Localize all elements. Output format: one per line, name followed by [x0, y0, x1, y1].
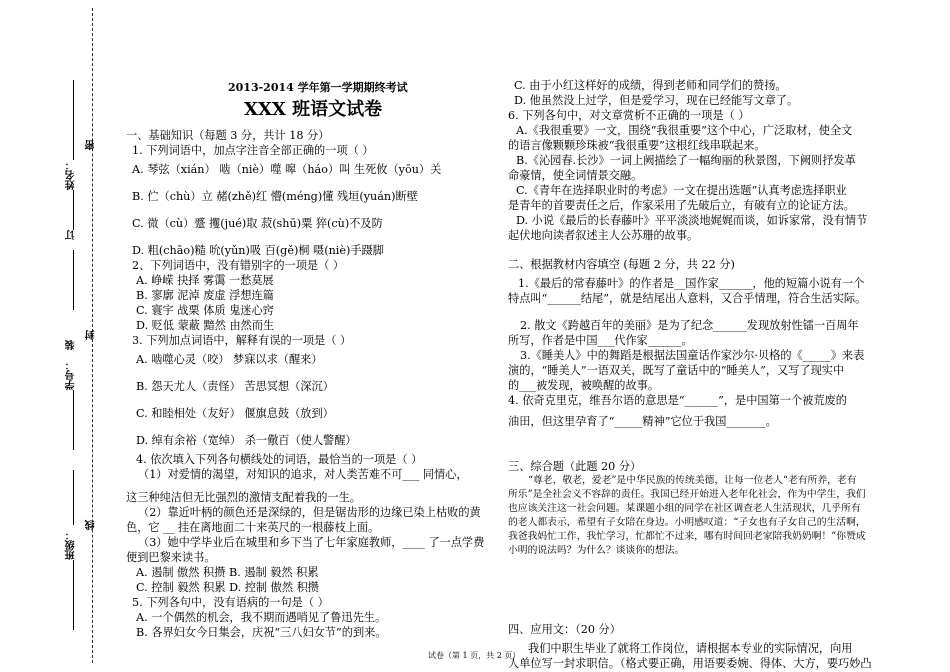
- q6-option-b-1: B.《沁园春.长沙》一词上阙描绘了一幅绚丽的秋景图，下阙则抒发革: [516, 154, 856, 167]
- q4-sentence-3: （3）她中学毕业后在城里和乡下当了七年家庭教师，____ 了一点学费: [138, 536, 485, 549]
- q6-option-d-1: D. 小说《最后的长春藤叶》平平淡淡地娓娓而谈，如诉家常，没有情节: [516, 214, 868, 227]
- q5-option-a: A. 一个偶然的机会，我不期而遇哨见了鲁迅先生。: [136, 611, 387, 624]
- q4-sentence-2-cont: 色，它 __ 挂在离地面二十来英尺的一根藤枝上面。: [126, 521, 380, 534]
- fill-2-line-2: 所写，作者是中国___代作家______。: [508, 334, 693, 347]
- q1-option-d: D. 粗(chāo)糙 吮(yǔn)吸 百(gě)桐 嗫(niè)手蹑脚: [132, 244, 384, 257]
- q6-option-c-1: C.《青年在选择职业时的考虑》一文在提出选题“认真考虑选择职业: [516, 184, 847, 197]
- seal-ding: 订: [66, 230, 77, 240]
- ding-line-upper: [73, 190, 74, 230]
- question-5: 5. 下列各句中，没有语病的一句是（ ）: [132, 596, 329, 609]
- name-line: [73, 80, 74, 160]
- q2-option-c: C. 寰宇 战栗 体质 鬼迷心窍: [136, 304, 274, 317]
- q5-option-d: D. 他虽然没上过学，但是爱学习，现在已经能写文章了。: [514, 94, 799, 107]
- q4-sentence-1-cont: 这三种纯洁但无比强烈的激情支配着我的一生。: [126, 491, 361, 504]
- seal-mi: 密: [86, 140, 97, 150]
- seal-feng: 封: [86, 330, 97, 340]
- q3-option-b: B. 怨天尤人（责怪） 苦思冥想（深沉）: [136, 380, 334, 393]
- page-title: XXX 班语文试卷: [244, 99, 383, 120]
- q1-option-c: C. 微（cù）蹙 攫(jué)取 菽(shū)粟 猝(cù)不及防: [132, 217, 383, 230]
- q4-options-cd: C. 控制 毅然 积累 D. 控制 傲然 积攒: [136, 581, 319, 594]
- section-3-title: 三、综合题（此题 20 分）: [508, 460, 642, 473]
- q3-option-d: D. 绰有余裕（宽绰） 杀一儆百（使人警醒）: [136, 434, 357, 447]
- fill-1-line-2: 特点叫“______结尾”，就是结尾出人意料，又合乎情理，符合生活实际。: [508, 292, 867, 305]
- question-6: 6. 下列各句中，对文章赏析不正确的一项是（ ）: [508, 109, 750, 122]
- q2-option-b: B. 寥廓 泥淖 废虚 浮想连篇: [136, 289, 274, 302]
- section-3-line-2: 所乐”是全社会义不容辞的责任。我国已经开始进入老年化社会，作为中学生，我们: [508, 489, 866, 500]
- q1-option-a: A. 琴弦（xián） 啮（niè）噬 嗥（háo）叫 生死攸（yōu）关: [132, 163, 442, 176]
- section-2-title: 二、根据教材内容填空 (每题 2 分，共 22 分): [508, 258, 735, 271]
- section-3-line-3: 也应该关注这一社会问题。某课题小组的同学在社区调查老人生活现状，几乎所有: [508, 503, 861, 514]
- class-line-upper: [73, 470, 74, 525]
- section-4-line-1: 我们中职生毕业了就将工作岗位，请根据本专业的实际情况，向用: [528, 642, 853, 655]
- fill-3-line-3: 的___被发现，被唤醒的故事。: [508, 379, 660, 392]
- q6-option-d-2: 起伏地向读者叙述主人公苏珊的故事。: [508, 229, 699, 242]
- question-1: 1. 下列词语中，加点字注音全部正确的一项（ ）: [132, 144, 374, 157]
- page-footer: 试卷（第 1 页，共 2 页）: [428, 651, 521, 660]
- question-3: 3. 下列加点词语中，解释有误的一项是（ ）: [132, 334, 352, 347]
- q6-option-b-2: 命豪情，使全词情景交融。: [508, 169, 643, 182]
- question-4: 4. 依次填入下列各句横线处的词语，最恰当的一项是（ ）: [136, 453, 423, 466]
- section-4-line-2: 人单位写一封求职信。（格式要正确，用语要委婉、得体、大方，要巧妙凸: [508, 657, 872, 670]
- seal-zhuang: 装: [66, 340, 77, 350]
- section-1-title: 一、基础知识（每题 3 分，共计 18 分）: [126, 129, 330, 142]
- fill-1-line-1: 1.《最后的常春藤叶》的作者是__国作家______，他的短篇小说有一个: [518, 277, 865, 290]
- q3-option-a: A. 啮噬心灵（咬） 梦寐以求（醒来）: [136, 353, 323, 366]
- q4-sentence-1: （1）对爱情的渴望，对知识的追求，对人类苦难不可___ 同情心，: [138, 468, 468, 481]
- section-3-line-1: “尊老，敬老，爱老”是中华民族的传统美德，让每一位老人“老有所养，老有: [528, 475, 857, 486]
- number-line: [73, 390, 74, 450]
- section-3-line-6: 小明的说法吗？为什么？谈谈你的想法。: [508, 545, 685, 556]
- fill-3-line-2: 演的，“睡美人”一语双关，既写了童话中的“睡美人”，又写了现实中: [508, 364, 845, 377]
- section-3-line-5: 我爸我妈忙工作，我忙学习，忙都忙不过来，哪有时间回老家陪我奶奶啊！”你赞成: [508, 531, 866, 542]
- q2-option-d: D. 贬低 蒙蔽 黯然 由然而生: [136, 319, 275, 332]
- seal-xian: 线: [86, 520, 97, 530]
- class-label: 班级：: [66, 530, 77, 560]
- q6-option-a-1: A.《我很重要》一文，围绕“我很重要”这个中心，广泛取材，使全文: [516, 124, 853, 137]
- class-line-lower: [73, 560, 74, 630]
- number-label: 学号：: [66, 360, 77, 390]
- fill-4-line-2: 油田，但这里孕育了“_____精神”它位于我国_______。: [508, 415, 777, 428]
- q4-options-ab: A. 遏制 傲然 积攒 B. 遏制 毅然 积累: [136, 566, 319, 579]
- q1-option-b: B. 伫（chù）立 赭(zhě)红 懵(méng)懂 残垣(yuán)断壁: [132, 190, 418, 203]
- q6-option-a-2: 的语言像颗颗珍珠被“我很重要”这根红线串联起来。: [508, 139, 766, 152]
- q4-sentence-3-cont: 便到巴黎来读书。: [126, 551, 216, 564]
- question-2: 2、下列词语中，没有错别字的一项是（ ）: [132, 259, 345, 272]
- q5-option-b: B. 各界妇女今日集会，庆祝“三八妇女节”的到来。: [136, 626, 387, 639]
- q4-sentence-2: （2）靠近叶柄的颜色还是深绿的，但是锯齿形的边缘已染上枯败的黄: [138, 506, 481, 519]
- q3-option-c: C. 和睦相处（友好） 偃旗息鼓（放到）: [136, 407, 334, 420]
- q6-option-c-2: 是青年的首要责任之后，作家采用了先破后立，有破有立的论证方法。: [508, 199, 855, 212]
- name-label: 姓名：: [66, 160, 77, 190]
- section-3-line-4: 的老人都表示，希望有子女陪在身边。小明感叹道：“子女也有子女自己的生活啊，: [508, 517, 866, 528]
- q5-option-c: C. 由于小红这样好的成绩，得到老师和同学们的赞扬。: [514, 79, 787, 92]
- fill-2-line-1: 2. 散文《跨越百年的美丽》是为了纪念______发现放射性镭一百周年: [520, 319, 859, 332]
- fill-4-line-1: 4. 依奇克里克，维吾尔语的意思是“______”，是中国第一个被荒废的: [508, 394, 847, 407]
- right-column: [508, 78, 872, 671]
- section-4-title: 四、应用文：（20 分）: [508, 623, 621, 636]
- ding-line-lower: [73, 250, 74, 310]
- exam-term: 2013-2014 学年第一学期期终考试: [228, 81, 408, 94]
- left-column: [126, 128, 484, 640]
- fill-3-line-1: 3.《睡美人》中的舞蹈是根据法国童话作家沙尔·贝格的《_____》来表: [520, 349, 865, 362]
- q2-option-a: A. 峥嵘 抉择 雾霭 一愁莫展: [136, 274, 274, 287]
